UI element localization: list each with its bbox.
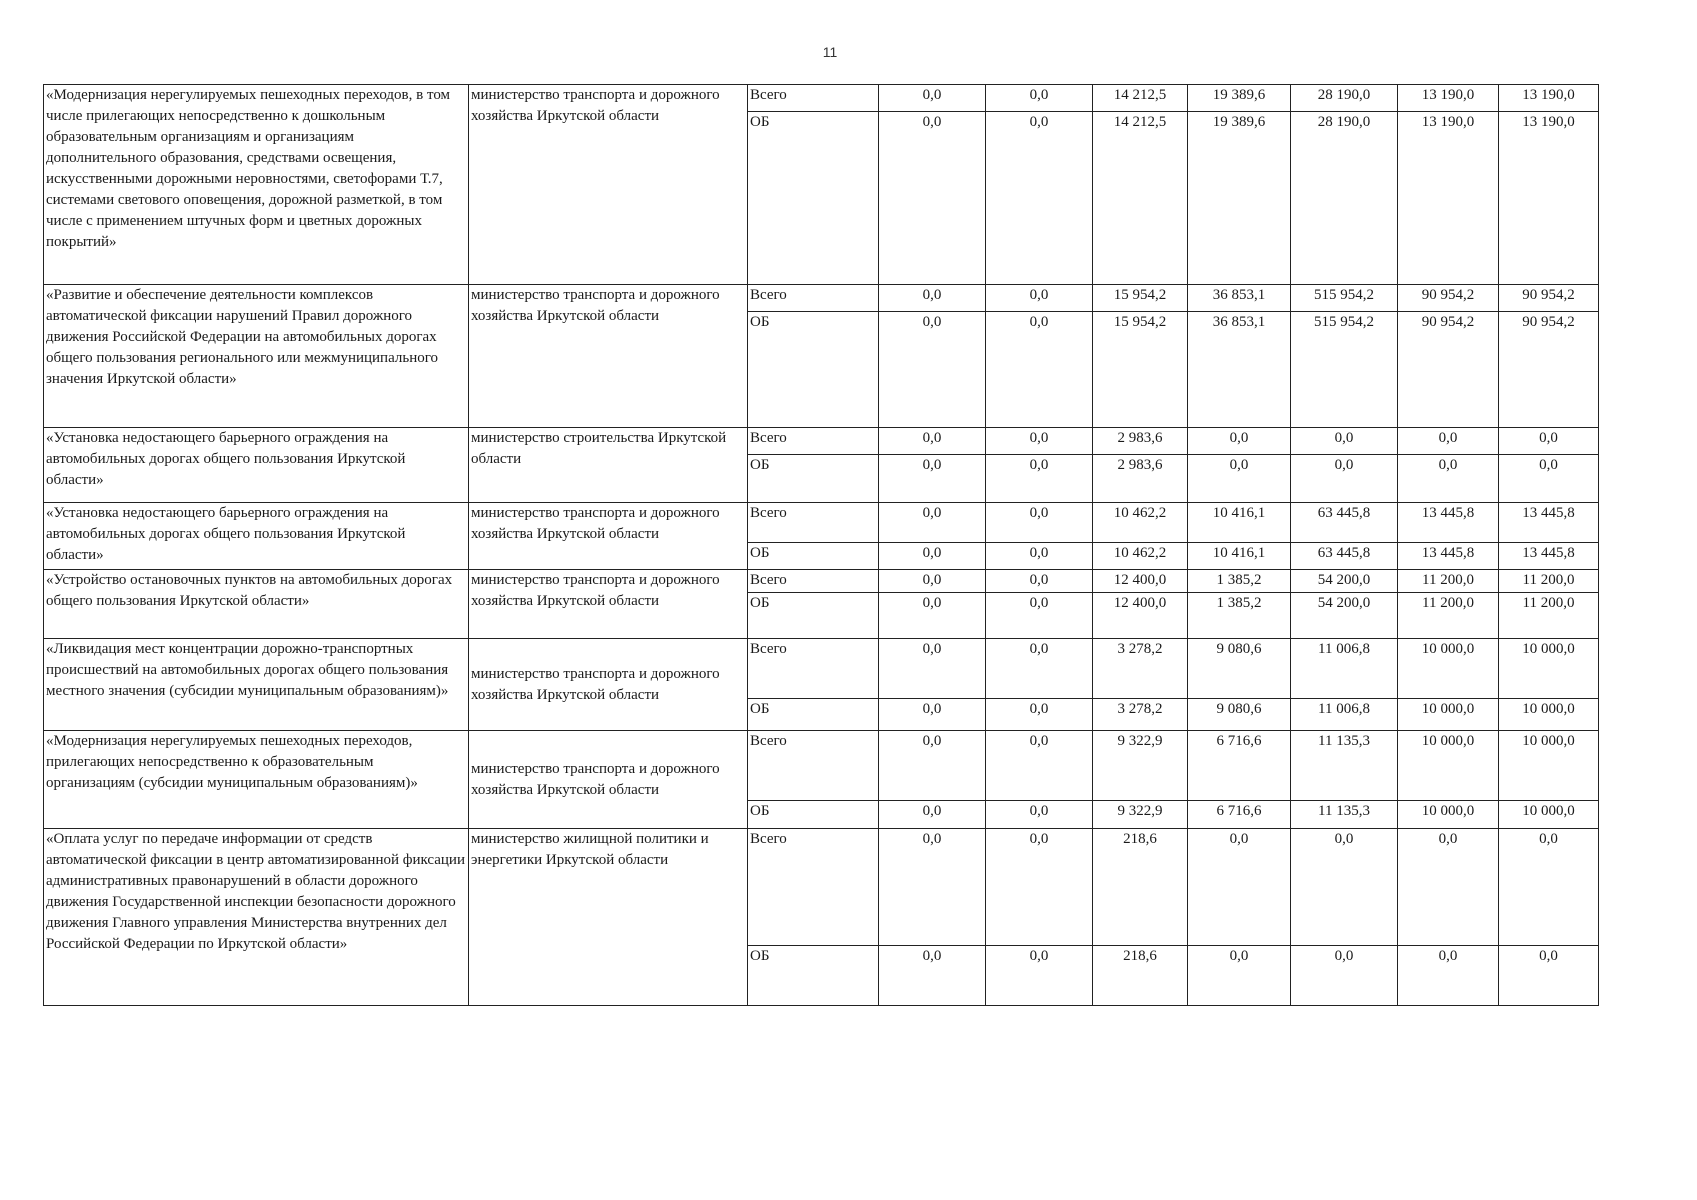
ob-value-cell: 0,0: [986, 699, 1093, 731]
activity-name-cell: «Установка недостающего барьерного ограждения на автомобильных дорогах общего пользования Иркутской области»: [44, 503, 469, 570]
total-value-cell: 0,0: [986, 829, 1093, 946]
total-value-cell: 13 445,8: [1398, 503, 1499, 543]
ob-value-cell: 0,0: [879, 112, 986, 285]
total-value-cell: 0,0: [1398, 829, 1499, 946]
total-value-cell: 3 278,2: [1093, 639, 1188, 699]
ob-value-cell: 11 006,8: [1291, 699, 1398, 731]
total-value-cell: 218,6: [1093, 829, 1188, 946]
total-value-cell: 0,0: [1499, 428, 1599, 455]
ob-value-cell: 10 000,0: [1398, 801, 1499, 829]
total-value-cell: 54 200,0: [1291, 570, 1398, 593]
ob-value-cell: 0,0: [1291, 455, 1398, 503]
responsible-org-cell: министерство транспорта и дорожного хозяйства Иркутской области: [469, 85, 748, 285]
ob-value-cell: 28 190,0: [1291, 112, 1398, 285]
ob-value-cell: 13 445,8: [1499, 543, 1599, 570]
ob-value-cell: 13 190,0: [1499, 112, 1599, 285]
total-value-cell: 10 462,2: [1093, 503, 1188, 543]
budget-table-body: [44, 85, 1599, 1006]
total-value-cell: 0,0: [1499, 829, 1599, 946]
ob-value-cell: 0,0: [986, 455, 1093, 503]
ob-value-cell: 0,0: [879, 593, 986, 639]
ob-value-cell: 36 853,1: [1188, 312, 1291, 428]
total-value-cell: 90 954,2: [1499, 285, 1599, 312]
ob-value-cell: 0,0: [879, 801, 986, 829]
activity-name-cell: «Оплата услуг по передаче информации от средств автоматической фиксации в центр автоматизированной фиксации административных правонарушений в области дорожного движения Государственной инспекции безопасности дорожного движения Главного управления Министерства внутренних дел Российской Федерации по Иркутской области»: [44, 829, 469, 1006]
funding-source-total-label: Всего: [748, 428, 879, 455]
ob-value-cell: 0,0: [879, 455, 986, 503]
total-value-cell: 10 000,0: [1499, 639, 1599, 699]
ob-value-cell: 515 954,2: [1291, 312, 1398, 428]
ob-value-cell: 10 000,0: [1398, 699, 1499, 731]
responsible-org-cell: министерство транспорта и дорожного хозяйства Иркутской области: [469, 731, 748, 829]
ob-value-cell: 11 135,3: [1291, 801, 1398, 829]
ob-value-cell: 1 385,2: [1188, 593, 1291, 639]
ob-value-cell: 0,0: [1291, 946, 1398, 1006]
table-row-total: [44, 731, 1599, 801]
table-row-total: [44, 85, 1599, 112]
total-value-cell: 0,0: [879, 829, 986, 946]
ob-value-cell: 90 954,2: [1398, 312, 1499, 428]
ob-value-cell: 19 389,6: [1188, 112, 1291, 285]
total-value-cell: 28 190,0: [1291, 85, 1398, 112]
total-value-cell: 10 416,1: [1188, 503, 1291, 543]
ob-value-cell: 11 200,0: [1499, 593, 1599, 639]
funding-source-total-label: Всего: [748, 285, 879, 312]
total-value-cell: 0,0: [879, 285, 986, 312]
table-row-total: [44, 428, 1599, 455]
activity-name-cell: «Модернизация нерегулируемых пешеходных переходов, в том числе прилегающих непосредственно к дошкольным образовательным организациям и организациям дополнительного образования, средствами освещения, искусственными дорожными неровностями, светофорами Т.7, системами светового оповещения, дорожной разметкой, в том числе с применением штучных форм и цветных дорожных покрытий»: [44, 85, 469, 285]
ob-value-cell: 9 080,6: [1188, 699, 1291, 731]
ob-value-cell: 6 716,6: [1188, 801, 1291, 829]
ob-value-cell: 15 954,2: [1093, 312, 1188, 428]
total-value-cell: 0,0: [986, 731, 1093, 801]
ob-value-cell: 0,0: [1188, 455, 1291, 503]
page-number: 11: [822, 44, 838, 60]
activity-name-cell: «Модернизация нерегулируемых пешеходных переходов, прилегающих непосредственно к образовательным организациям (субсидии муниципальным образованиям)»: [44, 731, 469, 829]
total-value-cell: 13 445,8: [1499, 503, 1599, 543]
funding-source-total-label: Всего: [748, 829, 879, 946]
total-value-cell: 0,0: [1291, 428, 1398, 455]
total-value-cell: 11 135,3: [1291, 731, 1398, 801]
total-value-cell: 0,0: [879, 570, 986, 593]
total-value-cell: 0,0: [986, 503, 1093, 543]
total-value-cell: 13 190,0: [1499, 85, 1599, 112]
ob-value-cell: 63 445,8: [1291, 543, 1398, 570]
ob-value-cell: 0,0: [986, 112, 1093, 285]
total-value-cell: 0,0: [879, 731, 986, 801]
funding-source-ob-label: ОБ: [748, 699, 879, 731]
funding-source-ob-label: ОБ: [748, 112, 879, 285]
total-value-cell: 10 000,0: [1398, 731, 1499, 801]
ob-value-cell: 2 983,6: [1093, 455, 1188, 503]
responsible-org-cell: министерство транспорта и дорожного хозяйства Иркутской области: [469, 285, 748, 428]
total-value-cell: 13 190,0: [1398, 85, 1499, 112]
ob-value-cell: 0,0: [879, 946, 986, 1006]
total-value-cell: 0,0: [879, 85, 986, 112]
funding-source-total-label: Всего: [748, 570, 879, 593]
funding-source-ob-label: ОБ: [748, 801, 879, 829]
total-value-cell: 0,0: [986, 428, 1093, 455]
funding-source-ob-label: ОБ: [748, 946, 879, 1006]
funding-source-total-label: Всего: [748, 503, 879, 543]
total-value-cell: 0,0: [1398, 428, 1499, 455]
ob-value-cell: 10 416,1: [1188, 543, 1291, 570]
total-value-cell: 0,0: [879, 639, 986, 699]
ob-value-cell: 0,0: [879, 312, 986, 428]
total-value-cell: 1 385,2: [1188, 570, 1291, 593]
total-value-cell: 0,0: [986, 85, 1093, 112]
ob-value-cell: 0,0: [986, 312, 1093, 428]
total-value-cell: 9 080,6: [1188, 639, 1291, 699]
funding-source-total-label: Всего: [748, 85, 879, 112]
total-value-cell: 15 954,2: [1093, 285, 1188, 312]
ob-value-cell: 13 445,8: [1398, 543, 1499, 570]
ob-value-cell: 90 954,2: [1499, 312, 1599, 428]
total-value-cell: 12 400,0: [1093, 570, 1188, 593]
total-value-cell: 11 200,0: [1398, 570, 1499, 593]
ob-value-cell: 0,0: [1499, 946, 1599, 1006]
ob-value-cell: 10 000,0: [1499, 699, 1599, 731]
responsible-org-cell: министерство жилищной политики и энергетики Иркутской области: [469, 829, 748, 1006]
total-value-cell: 0,0: [879, 503, 986, 543]
ob-value-cell: 9 322,9: [1093, 801, 1188, 829]
funding-source-total-label: Всего: [748, 639, 879, 699]
ob-value-cell: 10 000,0: [1499, 801, 1599, 829]
ob-value-cell: 11 200,0: [1398, 593, 1499, 639]
total-value-cell: 11 006,8: [1291, 639, 1398, 699]
ob-value-cell: 10 462,2: [1093, 543, 1188, 570]
ob-value-cell: 3 278,2: [1093, 699, 1188, 731]
total-value-cell: 10 000,0: [1398, 639, 1499, 699]
activity-name-cell: «Установка недостающего барьерного ограждения на автомобильных дорогах общего пользования Иркутской области»: [44, 428, 469, 503]
total-value-cell: 14 212,5: [1093, 85, 1188, 112]
table-row-total: [44, 639, 1599, 699]
ob-value-cell: 0,0: [986, 946, 1093, 1006]
ob-value-cell: 0,0: [879, 699, 986, 731]
activity-name-cell: «Развитие и обеспечение деятельности комплексов автоматической фиксации нарушений Правил дорожного движения Российской Федерации на автомобильных дорогах общего пользования регионального или межмуниципального значения Иркутской области»: [44, 285, 469, 428]
total-value-cell: 10 000,0: [1499, 731, 1599, 801]
funding-source-ob-label: ОБ: [748, 543, 879, 570]
total-value-cell: 0,0: [986, 570, 1093, 593]
ob-value-cell: 0,0: [986, 593, 1093, 639]
total-value-cell: 0,0: [986, 639, 1093, 699]
activity-name-cell: «Устройство остановочных пунктов на автомобильных дорогах общего пользования Иркутской области»: [44, 570, 469, 639]
total-value-cell: 0,0: [986, 285, 1093, 312]
table-row-total: [44, 285, 1599, 312]
ob-value-cell: 0,0: [986, 543, 1093, 570]
total-value-cell: 11 200,0: [1499, 570, 1599, 593]
responsible-org-cell: министерство строительства Иркутской области: [469, 428, 748, 503]
total-value-cell: 0,0: [1188, 829, 1291, 946]
funding-source-total-label: Всего: [748, 731, 879, 801]
funding-source-ob-label: ОБ: [748, 312, 879, 428]
ob-value-cell: 0,0: [986, 801, 1093, 829]
total-value-cell: 0,0: [879, 428, 986, 455]
responsible-org-cell: министерство транспорта и дорожного хозяйства Иркутской области: [469, 639, 748, 731]
ob-value-cell: 0,0: [1499, 455, 1599, 503]
total-value-cell: 2 983,6: [1093, 428, 1188, 455]
total-value-cell: 90 954,2: [1398, 285, 1499, 312]
ob-value-cell: 0,0: [1188, 946, 1291, 1006]
table-row-total: [44, 829, 1599, 946]
total-value-cell: 63 445,8: [1291, 503, 1398, 543]
ob-value-cell: 14 212,5: [1093, 112, 1188, 285]
total-value-cell: 19 389,6: [1188, 85, 1291, 112]
responsible-org-cell: министерство транспорта и дорожного хозяйства Иркутской области: [469, 503, 748, 570]
total-value-cell: 0,0: [1291, 829, 1398, 946]
total-value-cell: 6 716,6: [1188, 731, 1291, 801]
responsible-org-cell: министерство транспорта и дорожного хозяйства Иркутской области: [469, 570, 748, 639]
table-row-total: [44, 570, 1599, 593]
ob-value-cell: 13 190,0: [1398, 112, 1499, 285]
total-value-cell: 515 954,2: [1291, 285, 1398, 312]
funding-source-ob-label: ОБ: [748, 455, 879, 503]
ob-value-cell: 0,0: [1398, 455, 1499, 503]
ob-value-cell: 12 400,0: [1093, 593, 1188, 639]
ob-value-cell: 0,0: [1398, 946, 1499, 1006]
ob-value-cell: 54 200,0: [1291, 593, 1398, 639]
activity-name-cell: «Ликвидация мест концентрации дорожно-транспортных происшествий на автомобильных дорогах общего пользования местного значения (субсидии муниципальным образованиям)»: [44, 639, 469, 731]
total-value-cell: 9 322,9: [1093, 731, 1188, 801]
ob-value-cell: 218,6: [1093, 946, 1188, 1006]
total-value-cell: 0,0: [1188, 428, 1291, 455]
table-row-total: [44, 503, 1599, 543]
ob-value-cell: 0,0: [879, 543, 986, 570]
budget-table: [43, 84, 1599, 1006]
total-value-cell: 36 853,1: [1188, 285, 1291, 312]
funding-source-ob-label: ОБ: [748, 593, 879, 639]
